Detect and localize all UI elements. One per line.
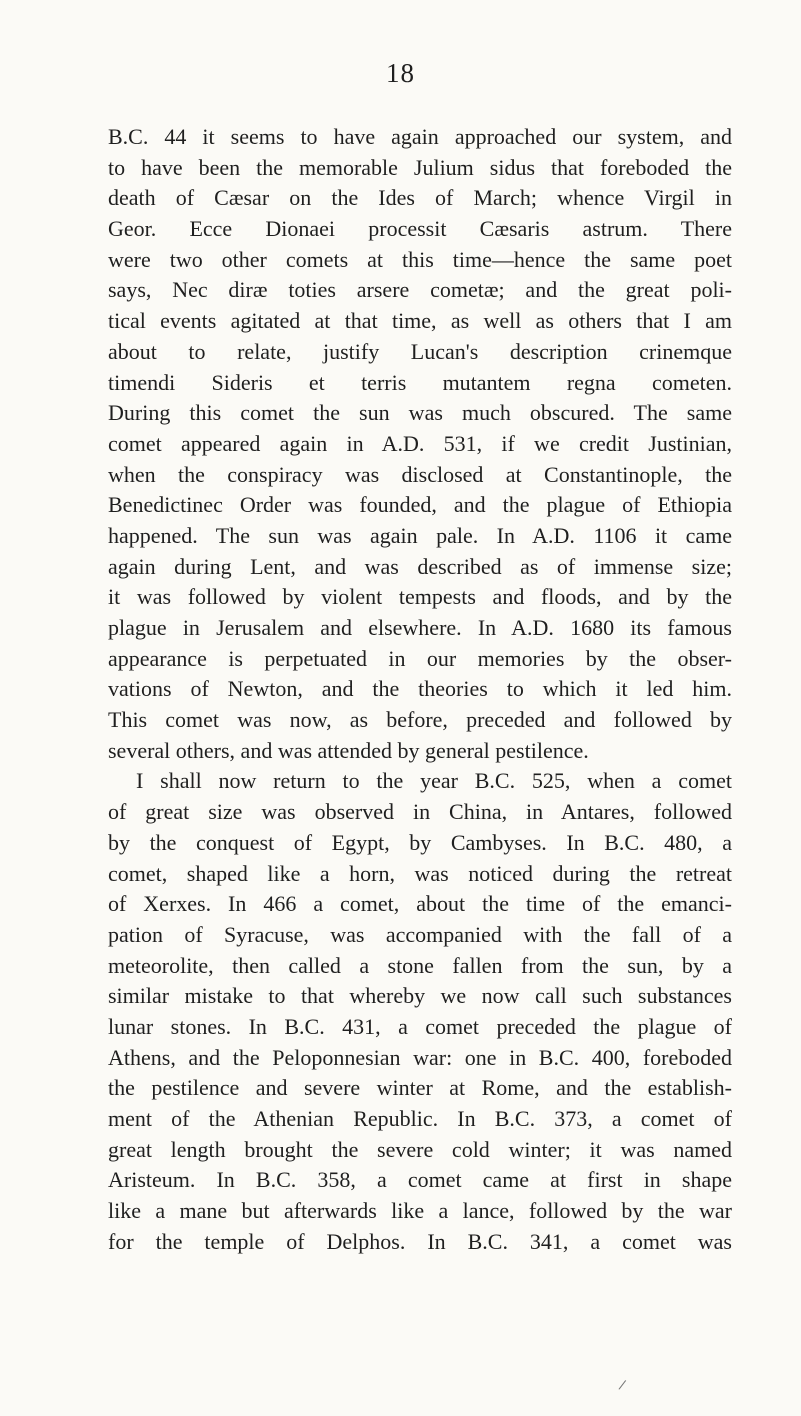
text-line: were two other comets at this time—hence the same poet: [108, 246, 732, 272]
text-line: the pestilence and severe winter at Rome, and the establish-: [108, 1075, 732, 1101]
text-line: pation of Syracuse, was accompanied with the fall of a: [108, 921, 732, 947]
text-line: lunar stones. In B.C. 431, a comet preceded the plague of: [108, 1013, 732, 1039]
text-line: appearance is perpetuated in our memories by the obser-: [108, 645, 732, 671]
text-line: great length brought the severe cold winter; it was named: [108, 1136, 732, 1162]
text-line: comet, shaped like a horn, was noticed during the retreat: [108, 860, 732, 886]
text-line: Athens, and the Peloponnesian war: one in B.C. 400, foreboded: [108, 1044, 732, 1070]
text-line: of Xerxes. In 466 a comet, about the time of the emanci-: [108, 891, 732, 917]
text-line: by the conquest of Egypt, by Cambyses. In B.C. 480, a: [108, 829, 732, 855]
text-line: comet appeared again in A.D. 531, if we credit Justinian,: [108, 430, 732, 456]
text-line: ment of the Athenian Republic. In B.C. 373, a comet of: [108, 1106, 732, 1131]
page-number: 18: [386, 58, 415, 88]
text-line: B.C. 44 it seems to have again approached our system, and: [108, 124, 732, 149]
text-line: similar mistake to that whereby we now call such substances: [108, 983, 732, 1009]
text-line: Geor. Ecce Dionaei processit Cæsaris astrum. There: [108, 216, 732, 242]
text-line: plague in Jerusalem and elsewhere. In A.D. 1680 its famous: [108, 615, 732, 640]
text-line: when the conspiracy was disclosed at Constantinople, the: [108, 461, 732, 487]
text-line: timendi Sideris et terris mutantem regna cometen.: [108, 369, 732, 395]
text-line: it was followed by violent tempests and floods, and by the: [108, 584, 732, 610]
text-line: death of Cæsar on the Ides of March; whence Virgil in: [108, 185, 732, 211]
text-line: about to relate, justify Lucan's description crinemque: [108, 338, 732, 364]
text-line: I shall now return to the year B.C. 525, when a comet: [136, 768, 732, 794]
text-line: says, Nec diræ toties arsere cometæ; and the great poli-: [108, 277, 732, 303]
text-line: like a mane but afterwards like a lance, followed by the war: [108, 1198, 732, 1224]
text-line: Benedictinec Order was founded, and the plague of Ethiopia: [108, 492, 732, 518]
text-line: During this comet the sun was much obscured. The same: [108, 400, 732, 426]
text-line: for the temple of Delphos. In B.C. 341, a comet was: [108, 1228, 732, 1254]
text-line: several others, and was attended by general pestilence.: [108, 737, 589, 763]
text-line: of great size was observed in China, in Antares, followed: [108, 799, 732, 825]
text-line: This comet was now, as before, preceded and followed by: [108, 707, 732, 733]
text-line: vations of Newton, and the theories to which it led him.: [108, 676, 732, 702]
text-line: happened. The sun was again pale. In A.D. 1106 it came: [108, 522, 732, 548]
text-line: Aristeum. In B.C. 358, a comet came at first in shape: [108, 1167, 732, 1193]
text-line: tical events agitated at that time, as well as others that I am: [108, 308, 732, 334]
text-line: to have been the memorable Julium sidus that foreboded the: [108, 154, 732, 180]
text-line: again during Lent, and was described as of immense size;: [108, 553, 732, 579]
text-line: meteorolite, then called a stone fallen from the sun, by a: [108, 952, 732, 978]
body-text: [108, 122, 732, 1257]
stray-mark: /: [617, 1377, 627, 1394]
